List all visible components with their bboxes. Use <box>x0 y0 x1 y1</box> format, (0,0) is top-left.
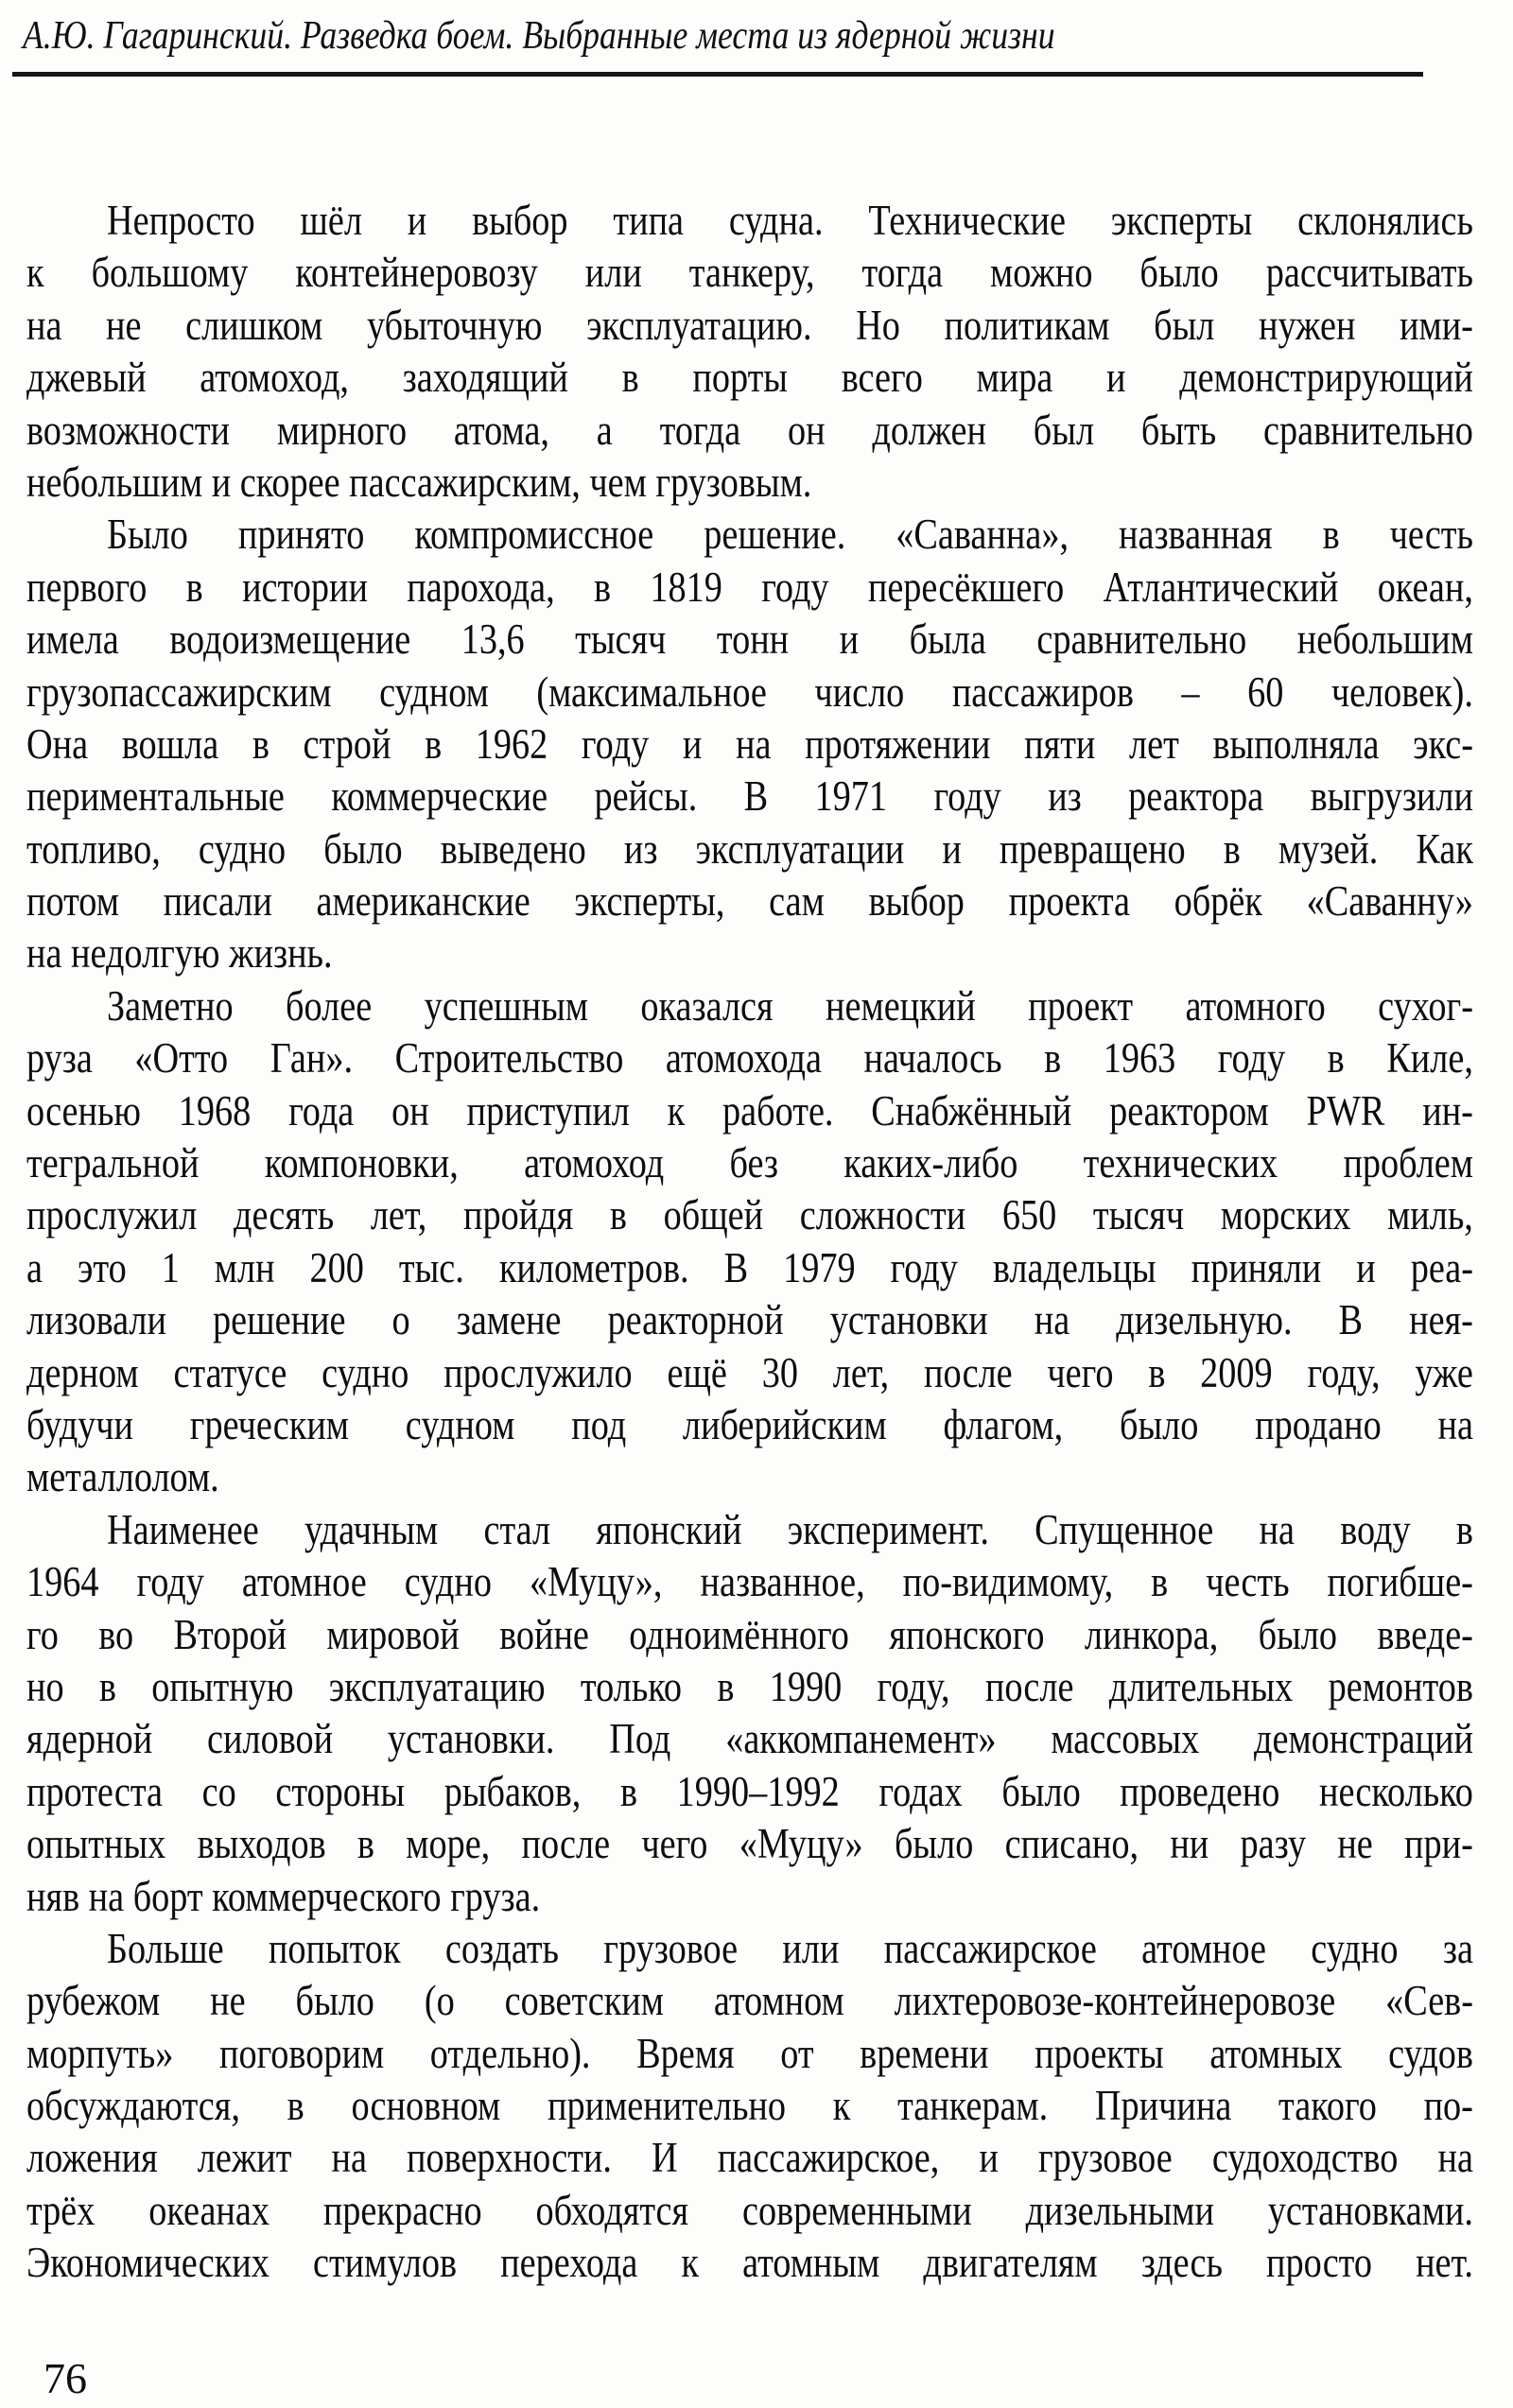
text-line: имела водоизмещение 13,6 тысяч тонн и была сравнительно небольшим <box>26 615 1473 664</box>
text-line: трёх океанах прекрасно обходятся современными дизельными установками. <box>26 2186 1473 2234</box>
text-line: джевый атомоход, заходящий в порты всего мира и демонстрирующий <box>26 354 1473 402</box>
text-line: Непросто шёл и выбор типа судна. Технические эксперты склонялись <box>107 197 1473 244</box>
text-line: тегральной компоновки, атомоход без каких-либо технических проблем <box>26 1139 1473 1187</box>
text-line: первого в истории парохода, в 1819 году пересёкшего Атлантический океан, <box>26 563 1473 611</box>
text-line: рубежом не было (о советским атомном лихтеровозе-контейнеровозе «Сев- <box>26 1977 1473 2025</box>
text-line: металлолом. <box>26 1453 219 1501</box>
text-line: топливо, судно было выведено из эксплуатации и превращено в музей. Как <box>26 824 1473 873</box>
text-line: периментальные коммерческие рейсы. В 1971 году из реактора выгрузили <box>26 772 1473 821</box>
running-header: А.Ю. Гагаринский. Разведка боем. Выбранные места из ядерной жизни <box>23 14 1055 58</box>
text-line: Экономических стимулов перехода к атомным двигателям здесь просто нет. <box>26 2239 1473 2287</box>
text-line: грузопассажирским судном (максимальное число пассажиров – 60 человек). <box>26 667 1473 716</box>
text-line: а это 1 млн 200 тыс. километров. В 1979 году владельцы приняли и реа- <box>26 1243 1473 1291</box>
text-line: возможности мирного атома, а тогда он должен был быть сравнительно <box>26 406 1473 454</box>
page-number: 76 <box>43 2354 87 2402</box>
text-line: дерном статусе судно прослужило ещё 30 лет, после чего в 2009 году, уже <box>26 1348 1473 1396</box>
text-line: ложения лежит на поверхности. И пассажирское, и грузовое судоходство на <box>26 2134 1473 2182</box>
text-line: Наименее удачным стал японский эксперимент. Спущенное на воду в <box>107 1505 1473 1553</box>
text-line: няв на борт коммерческого груза. <box>26 1872 541 1920</box>
body-text <box>26 195 1473 2290</box>
header-rule <box>12 72 1423 77</box>
text-line: ядерной силовой установки. Под «аккомпанемент» массовых демонстраций <box>26 1715 1473 1763</box>
running-header-wrap <box>23 11 1148 61</box>
text-line: лизовали решение о замене реакторной установки на дизельную. В нея- <box>26 1296 1473 1344</box>
text-line: обсуждаются, в основном применительно к танкерам. Причина такого по- <box>26 2082 1473 2130</box>
paragraph <box>26 509 1473 980</box>
text-line: Она вошла в строй в 1962 году и на протяжении пяти лет выполняла экс- <box>26 719 1473 768</box>
text-line: к большому контейнеровозу или танкеру, тогда можно было рассчитывать <box>26 249 1473 297</box>
text-line: прослужил десять лет, пройдя в общей сложности 650 тысяч морских миль, <box>26 1191 1473 1239</box>
paragraph <box>26 1923 1473 2290</box>
paragraph <box>26 1504 1473 1923</box>
text-line: на недолгую жизнь. <box>26 929 333 978</box>
text-line: осенью 1968 года он приступил к работе. Снабжённый реактором PWR ин- <box>26 1086 1473 1135</box>
text-line: потом писали американские эксперты, сам выбор проекта обрёк «Саванну» <box>26 877 1473 926</box>
text-line: Заметно более успешным оказался немецкий проект атомного сухог- <box>107 981 1473 1030</box>
text-line: будучи греческим судном под либерийским флагом, было продано на <box>26 1400 1473 1448</box>
text-line: протеста со стороны рыбаков, в 1990–1992 годах было проведено несколько <box>26 1767 1473 1815</box>
paragraph <box>26 980 1473 1504</box>
text-line: опытных выходов в море, после чего «Муцу» было списано, ни разу не при- <box>26 1820 1473 1868</box>
text-line: го во Второй мировой войне одноимённого японского линкора, было введе- <box>26 1610 1473 1658</box>
text-line: Было принято компромиссное решение. «Саванна», названная в честь <box>107 511 1473 559</box>
paragraph <box>26 195 1473 509</box>
text-line: на не слишком убыточную эксплуатацию. Но политикам был нужен ими- <box>26 301 1473 349</box>
text-line: но в опытную эксплуатацию только в 1990 году, после длительных ремонтов <box>26 1662 1473 1710</box>
text-line: руза «Отто Ган». Строительство атомохода началось в 1963 году в Киле, <box>26 1034 1473 1083</box>
text-line: морпуть» поговорим отдельно). Время от времени проекты атомных судов <box>26 2029 1473 2077</box>
text-line: небольшим и скорее пассажирским, чем грузовым. <box>26 458 812 506</box>
text-line: 1964 году атомное судно «Муцу», названное, по-видимому, в честь погибше- <box>26 1558 1473 1606</box>
text-line: Больше попыток создать грузовое или пассажирское атомное судно за <box>107 1924 1473 1972</box>
